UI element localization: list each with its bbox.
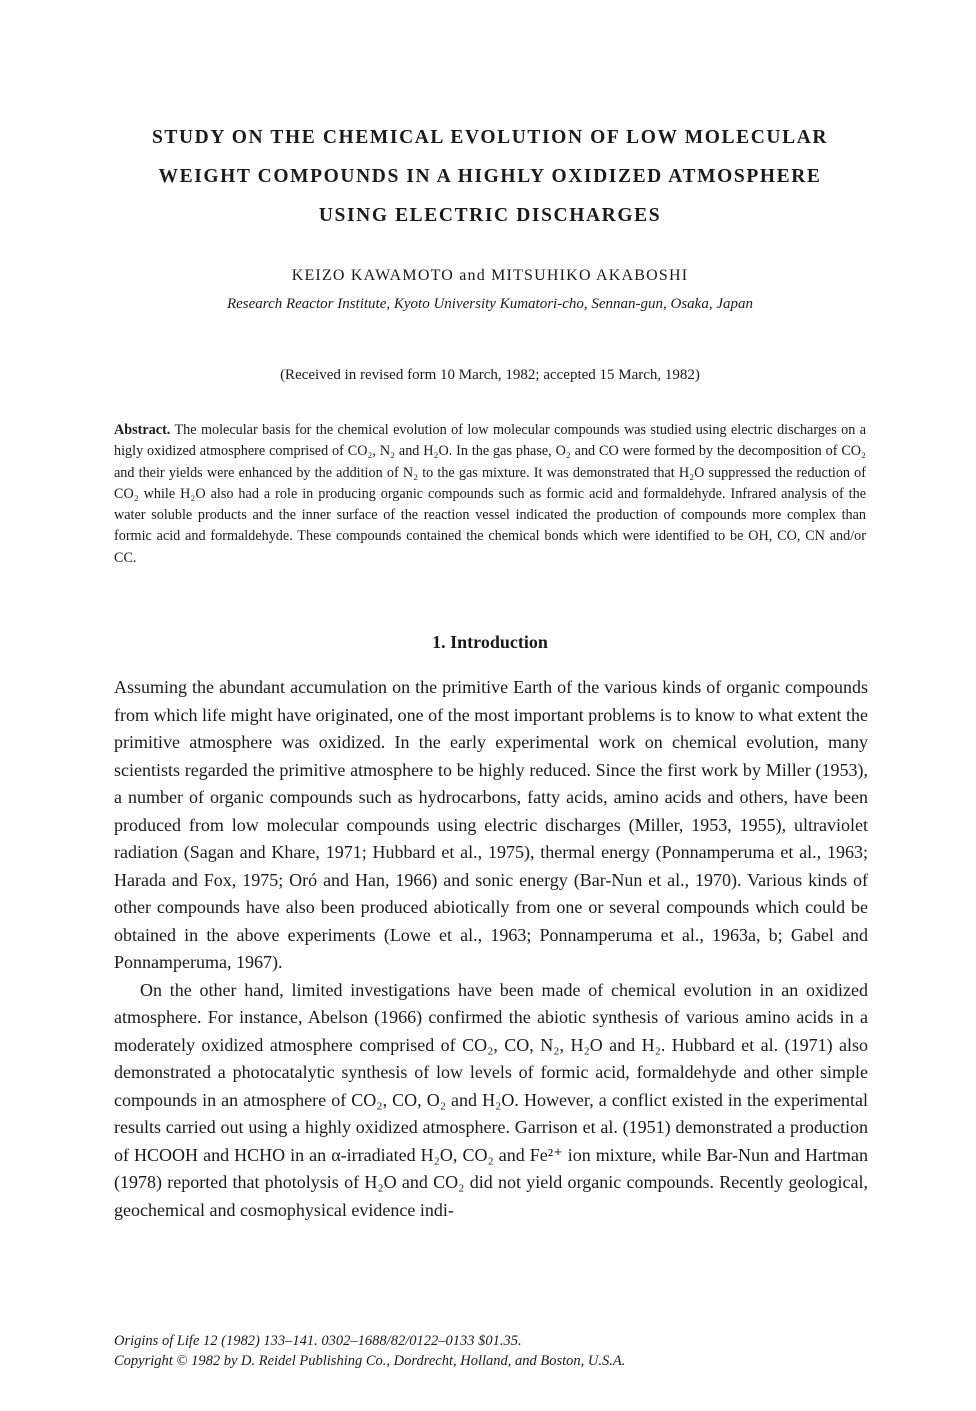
footer [114,1331,874,1371]
paragraph: Assuming the abundant accumulation on the primitive Earth of the various kinds of organic compounds from which life might have originated, one of the most important problems is to know to what extent the primitive atmosphere was oxidized. In the early experimental work on chemical evolution, many scientists regarded the primitive atmosphere to be highly reduced. Since the first work by Miller (1953), a number of organic compounds such as hydrocarbons, fatty acids, amino acids and others, have been produced from low molecular compounds using electric discharges (Miller, 1953, 1955), ultraviolet radiation (Sagan and Khare, 1971; Hubbard et al., 1975), thermal energy (Ponnamperuma et al., 1963; Harada and Fox, 1975; Oró and Han, 1966) and sonic energy (Bar-Nun et al., 1970). Various kinds of other compounds have also been produced abiotically from one or several compounds which could be obtained in the above experiments (Lowe et al., 1963; Ponnamperuma et al., 1963a, b; Gabel and Ponnamperuma, 1967). [114,677,868,972]
authors: KEIZO KAWAMOTO and MITSUHIKO AKABOSHI [291,267,689,284]
affiliation: Research Reactor Institute, Kyoto University Kumatori-cho, Sennan-gun, Osaka, Japan [226,296,753,312]
abstract-label: Abstract. [114,422,171,438]
paragraph: On the other hand, limited investigations have been made of chemical evolution in an oxidized atmosphere. For instance, Abelson (1966) confirmed the abiotic synthesis of various amino acids in a moderately oxidized atmosphere comprised of CO₂, CO, N₂, H₂O and H₂. Hubbard et al. (1971) also demonstrated a photocatalytic synthesis of low levels of formic acid, formaldehyde and other simple compounds in an atmosphere of CO₂, CO, O₂ and H₂O. However, a conflict existed in the experimental results carried out using a highly oxidized atmosphere. Garrison et al. (1951) demonstrated a production of HCOOH and HCHO in an α-irradiated H₂O, CO₂ and Fe²⁺ ion mixture, while Bar-Nun and Hartman (1978) reported that photolysis of H₂O and CO₂ did not yield organic compounds. Recently geological, geochemical and cosmophysical evidence indi- [114,979,868,1220]
title-line-3: USING ELECTRIC DISCHARGES [318,205,662,226]
paper-title [100,118,880,235]
body-text [114,674,868,1224]
copyright-line: Copyright © 1982 by D. Reidel Publishing Co., Dordrecht, Holland, and Boston, U.S.A. [114,1353,626,1369]
journal-citation: Origins of Life 12 (1982) 133–141. 0302–1688/82/0122–0133 $01.35. [114,1333,522,1349]
abstract [114,420,866,569]
abstract-text: The molecular basis for the chemical evolution of low molecular compounds was studied using electric discharges on a higly oxidized atmosphere comprised of CO₂, N₂ and H₂O. In the gas phase, O₂ and CO were formed by the decomposition of CO₂ and their yields were enhanced by the addition of N₂ to the gas mixture. It was demonstrated that H₂O suppressed the reduction of CO₂ while H₂O also had a role in producing organic compounds such as formic acid and formaldehyde. Infrared analysis of the water soluble products and the inner surface of the reaction vessel indicated the production of compounds more complex than formic acid and formaldehyde. These compounds contained the chemical bonds which were identified to be OH, CO, CN and/or CC. [114,422,867,566]
title-line-2: WEIGHT COMPOUNDS IN A HIGHLY OXIDIZED ATMOSPHERE [158,166,822,187]
title-line-1: STUDY ON THE CHEMICAL EVOLUTION OF LOW MOLECULAR [151,127,829,148]
received-dates: (Received in revised form 10 March, 1982; accepted 15 March, 1982) [280,367,700,383]
section-heading: 1. Introduction [432,632,548,652]
